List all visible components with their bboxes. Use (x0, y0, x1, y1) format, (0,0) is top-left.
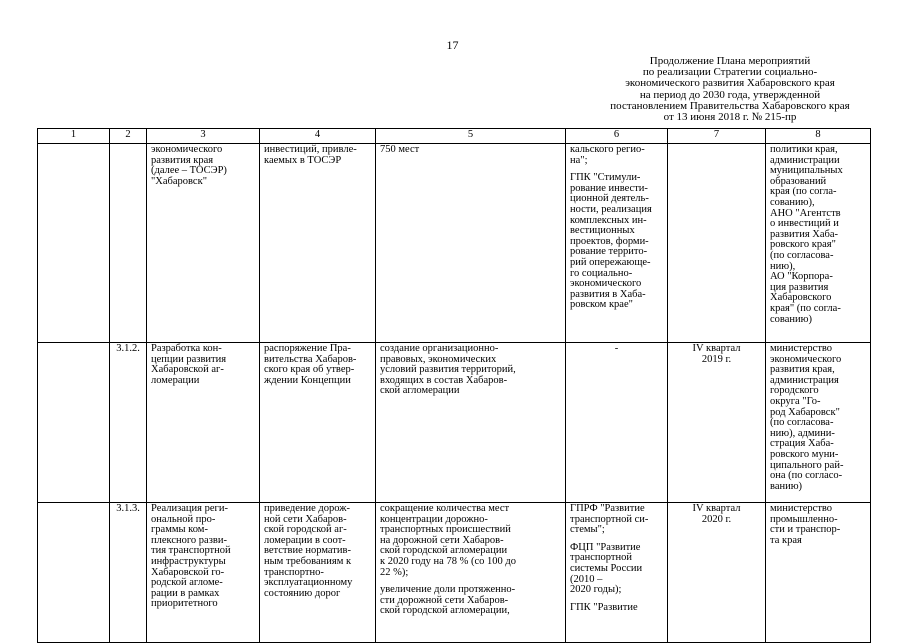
cell-text-line: ровском крае" (570, 299, 633, 311)
column-number: 8 (766, 129, 871, 144)
cell-text-line: ным требованиям к (264, 555, 352, 567)
cell-text-line: рование инвести- (570, 182, 648, 194)
cell-text-line: сокращение количества мест (380, 503, 510, 514)
cell-text-line: ровского края" (770, 239, 836, 251)
expected-result (376, 503, 566, 643)
cell-text-line: министерство (770, 343, 833, 354)
column-number: 4 (260, 129, 376, 144)
cell-text-line: концентрации дорожно- (380, 513, 488, 525)
cell-text-line: входящих в состав Хабаров- (380, 374, 508, 386)
cell-text-line: инфраструктуры (151, 555, 226, 567)
cell-text-line: страция Хаба- (770, 438, 834, 450)
cell-text-line: IV квартал (692, 503, 741, 514)
cell-text-line: рий опережающе- (570, 256, 651, 268)
deadline (668, 144, 766, 343)
cell-text-line: сованию), (770, 196, 815, 208)
table-row (38, 343, 871, 503)
expected-result (376, 144, 566, 343)
cell-text-line: приоритетного (151, 598, 218, 610)
responsible (766, 503, 871, 643)
deadline (668, 503, 766, 643)
cell-text-line: ской городской агломерации (380, 545, 508, 557)
cell-text-line: транспортно- (264, 566, 324, 578)
activity-name (147, 503, 260, 643)
cell-text-line: та края (770, 534, 802, 546)
table-row (38, 144, 871, 343)
cell-text-line: нию), админи- (770, 427, 835, 439)
cell-text-line: АО "Корпора- (770, 271, 833, 283)
cell-text-line: ональной про- (151, 513, 216, 525)
cell-text-line: сти дорожной сети Хабаров- (380, 594, 509, 606)
column-number: 1 (38, 129, 110, 144)
cell-text-line: ванию) (770, 480, 803, 492)
cell-text-line: развития в Хаба- (570, 288, 646, 300)
cell-text-line: создание организационно- (380, 343, 499, 354)
result-document (260, 144, 376, 343)
cell-text-line: ского края об утвер- (264, 364, 355, 376)
cell-text-line: сти и транспор- (770, 524, 841, 536)
cell-text-line: 3.1.3. (116, 503, 140, 514)
cell-text-line: - (614, 343, 619, 354)
cell-text-line: ровского муни- (770, 448, 839, 460)
cell-text-line: края" (по согла- (770, 302, 841, 314)
cell-text-line: транспортной (570, 552, 632, 564)
cell-text-line: экономического (570, 278, 642, 290)
cell-text-line: 22 %); (380, 566, 409, 578)
cell-text-line: министерство (770, 503, 833, 514)
cell-text-line: образований (770, 175, 827, 187)
cell-empty (38, 343, 110, 503)
cell-text-line: нию), (770, 260, 796, 272)
cell-text-line: ной сети Хабаров- (264, 513, 347, 525)
cell-text-line: о инвестиций и (770, 218, 839, 230)
cell-text-line: инвестиций, привле- (264, 144, 357, 155)
cell-text-line: сованию) (770, 313, 812, 325)
cell-text-line: транспортной си- (570, 513, 649, 525)
cell-text-line: городского (770, 385, 819, 397)
cell-text-line: развития Хаба- (770, 228, 839, 240)
cell-text-line: плексного разви- (151, 534, 227, 546)
responsible (766, 144, 871, 343)
cell-text-line: род Хабаровск" (770, 406, 840, 418)
cell-text-line: цепции развития (151, 353, 227, 365)
cell-text-line: (далее – ТОСЭР) (151, 165, 227, 177)
cell-text-line: ветствие норматив- (264, 545, 351, 557)
cell-text-line: "Хабаровск" (151, 175, 207, 187)
cell-text-line: ломерации в соот- (264, 534, 346, 546)
column-number: 6 (566, 129, 668, 144)
cell-text-line: на"; (570, 154, 588, 166)
column-number: 5 (376, 129, 566, 144)
cell-text-line: Хабаровской аг- (151, 364, 224, 376)
column-number-row (38, 129, 871, 144)
cell-text-line: проектов, форми- (570, 235, 649, 247)
item-number (110, 503, 147, 643)
result-document (260, 343, 376, 503)
page-number: 17 (446, 38, 459, 52)
cell-text-line: промышленно- (770, 513, 838, 525)
cell-text-line: (по согласова- (770, 417, 834, 429)
cell-text-line: администрации (770, 154, 840, 166)
cell-text-line: рование террито- (570, 246, 648, 258)
column-number: 2 (110, 129, 147, 144)
cell-text-line: увеличение доли протяженно- (380, 584, 516, 596)
cell-text-line: 2020 г. (701, 513, 732, 525)
activity-name (147, 144, 260, 343)
cell-text-line: вестиционных (570, 225, 635, 237)
cell-text-line: ской городской аг- (264, 524, 347, 536)
cell-text-line: IV квартал (692, 343, 741, 354)
cell-text-line: ности, реализация (570, 203, 652, 215)
header-line: на период до 2030 года, утвержденной (639, 88, 821, 101)
item-number (110, 144, 147, 343)
cell-text-line: ционной деятель- (570, 193, 649, 205)
cell-text-line: стемы"; (570, 524, 605, 536)
cell-text-line: тия транспортной (151, 545, 231, 557)
cell-text-line: (по согласова- (770, 249, 834, 261)
cell-text-line: ГПК "Стимули- (570, 172, 641, 184)
cell-text-line: экономического (770, 353, 842, 365)
document-header (590, 56, 870, 123)
cell-text-line: АНО "Агентств (770, 207, 841, 219)
cell-text-line: она (по согласо- (770, 470, 843, 482)
cell-text-line: каемых в ТОСЭР (264, 154, 342, 166)
cell-text-line: условий развития территорий, (380, 364, 516, 376)
plan-table (37, 128, 871, 643)
cell-text-line: (2010 – (570, 573, 603, 585)
header-line: от 13 июня 2018 г. № 215-пр (663, 111, 797, 124)
cell-text-line: родской агломе- (151, 577, 223, 589)
cell-text-line: приведение дорож- (264, 503, 351, 514)
responsible (766, 343, 871, 503)
cell-empty (38, 503, 110, 643)
program-source (566, 343, 668, 503)
program-source (566, 144, 668, 343)
cell-text-line: рации в рамках (151, 587, 220, 599)
cell-text-line: граммы ком- (151, 524, 208, 536)
column-number: 3 (147, 129, 260, 144)
cell-text-line: комплексных ин- (570, 214, 647, 226)
cell-text-line: ломерации (151, 374, 200, 386)
header-line: постановлением Правительства Хабаровского края (610, 99, 850, 112)
result-document (260, 503, 376, 643)
cell-text-line: Разработка кон- (151, 343, 222, 354)
cell-text-line: эксплуатационному (264, 577, 353, 589)
cell-text-line: правовых, экономических (380, 353, 497, 365)
cell-text-line: системы России (570, 562, 643, 574)
column-number: 7 (668, 129, 766, 144)
deadline (668, 343, 766, 503)
program-source (566, 503, 668, 643)
item-number (110, 343, 147, 503)
cell-text-line: края (по согла- (770, 186, 837, 198)
table-row (38, 503, 871, 643)
cell-text-line: 3.1.2. (116, 343, 140, 354)
cell-text-line: к 2020 году на 78 % (со 100 до (380, 555, 516, 567)
cell-text-line: развития края (151, 154, 214, 166)
cell-text-line: 2020 годы); (570, 584, 622, 596)
cell-empty (38, 144, 110, 343)
header-line: Продолжение Плана мероприятий (649, 55, 811, 67)
cell-text-line: на дорожной сети Хабаров- (380, 534, 504, 546)
cell-text-line: ция развития (770, 281, 829, 293)
cell-text-line: вительства Хабаров- (264, 353, 357, 365)
header-line: по реализации Стратегии социально- (642, 66, 818, 79)
cell-text-line: кальского регио- (570, 144, 645, 155)
cell-text-line: ГПРФ "Развитие (570, 503, 645, 514)
cell-text-line: ской городской агломерации, (380, 605, 510, 617)
cell-text-line: политики края, (770, 144, 838, 155)
cell-text-line: 750 мест (380, 144, 420, 155)
header-line: экономического развития Хабаровского края (625, 77, 835, 90)
cell-text-line: ждении Концепции (264, 374, 351, 386)
cell-text-line: Хабаровского (770, 292, 832, 304)
cell-text-line: округа "Го- (770, 395, 821, 407)
cell-text-line: ФЦП "Развитие (570, 541, 641, 553)
cell-text-line: ГПК "Развитие (570, 601, 638, 613)
cell-text-line: распоряжение Пра- (264, 343, 351, 354)
cell-text-line: экономического (151, 144, 223, 155)
cell-text-line: ципального рай- (770, 459, 844, 471)
cell-text-line: го социально- (570, 267, 633, 279)
cell-text-line: администрация (770, 374, 839, 386)
activity-name (147, 343, 260, 503)
cell-text-line: состоянию дорог (264, 587, 341, 599)
cell-text-line: Реализация реги- (151, 503, 228, 514)
cell-text-line: транспортных происшествий (380, 524, 511, 536)
cell-text-line: 2019 г. (701, 353, 732, 365)
expected-result (376, 343, 566, 503)
cell-text-line: муниципальных (770, 165, 843, 177)
cell-text-line: Хабаровской го- (151, 566, 225, 578)
cell-text-line: развития края, (770, 364, 835, 376)
cell-text-line: ской агломерации (380, 385, 460, 397)
